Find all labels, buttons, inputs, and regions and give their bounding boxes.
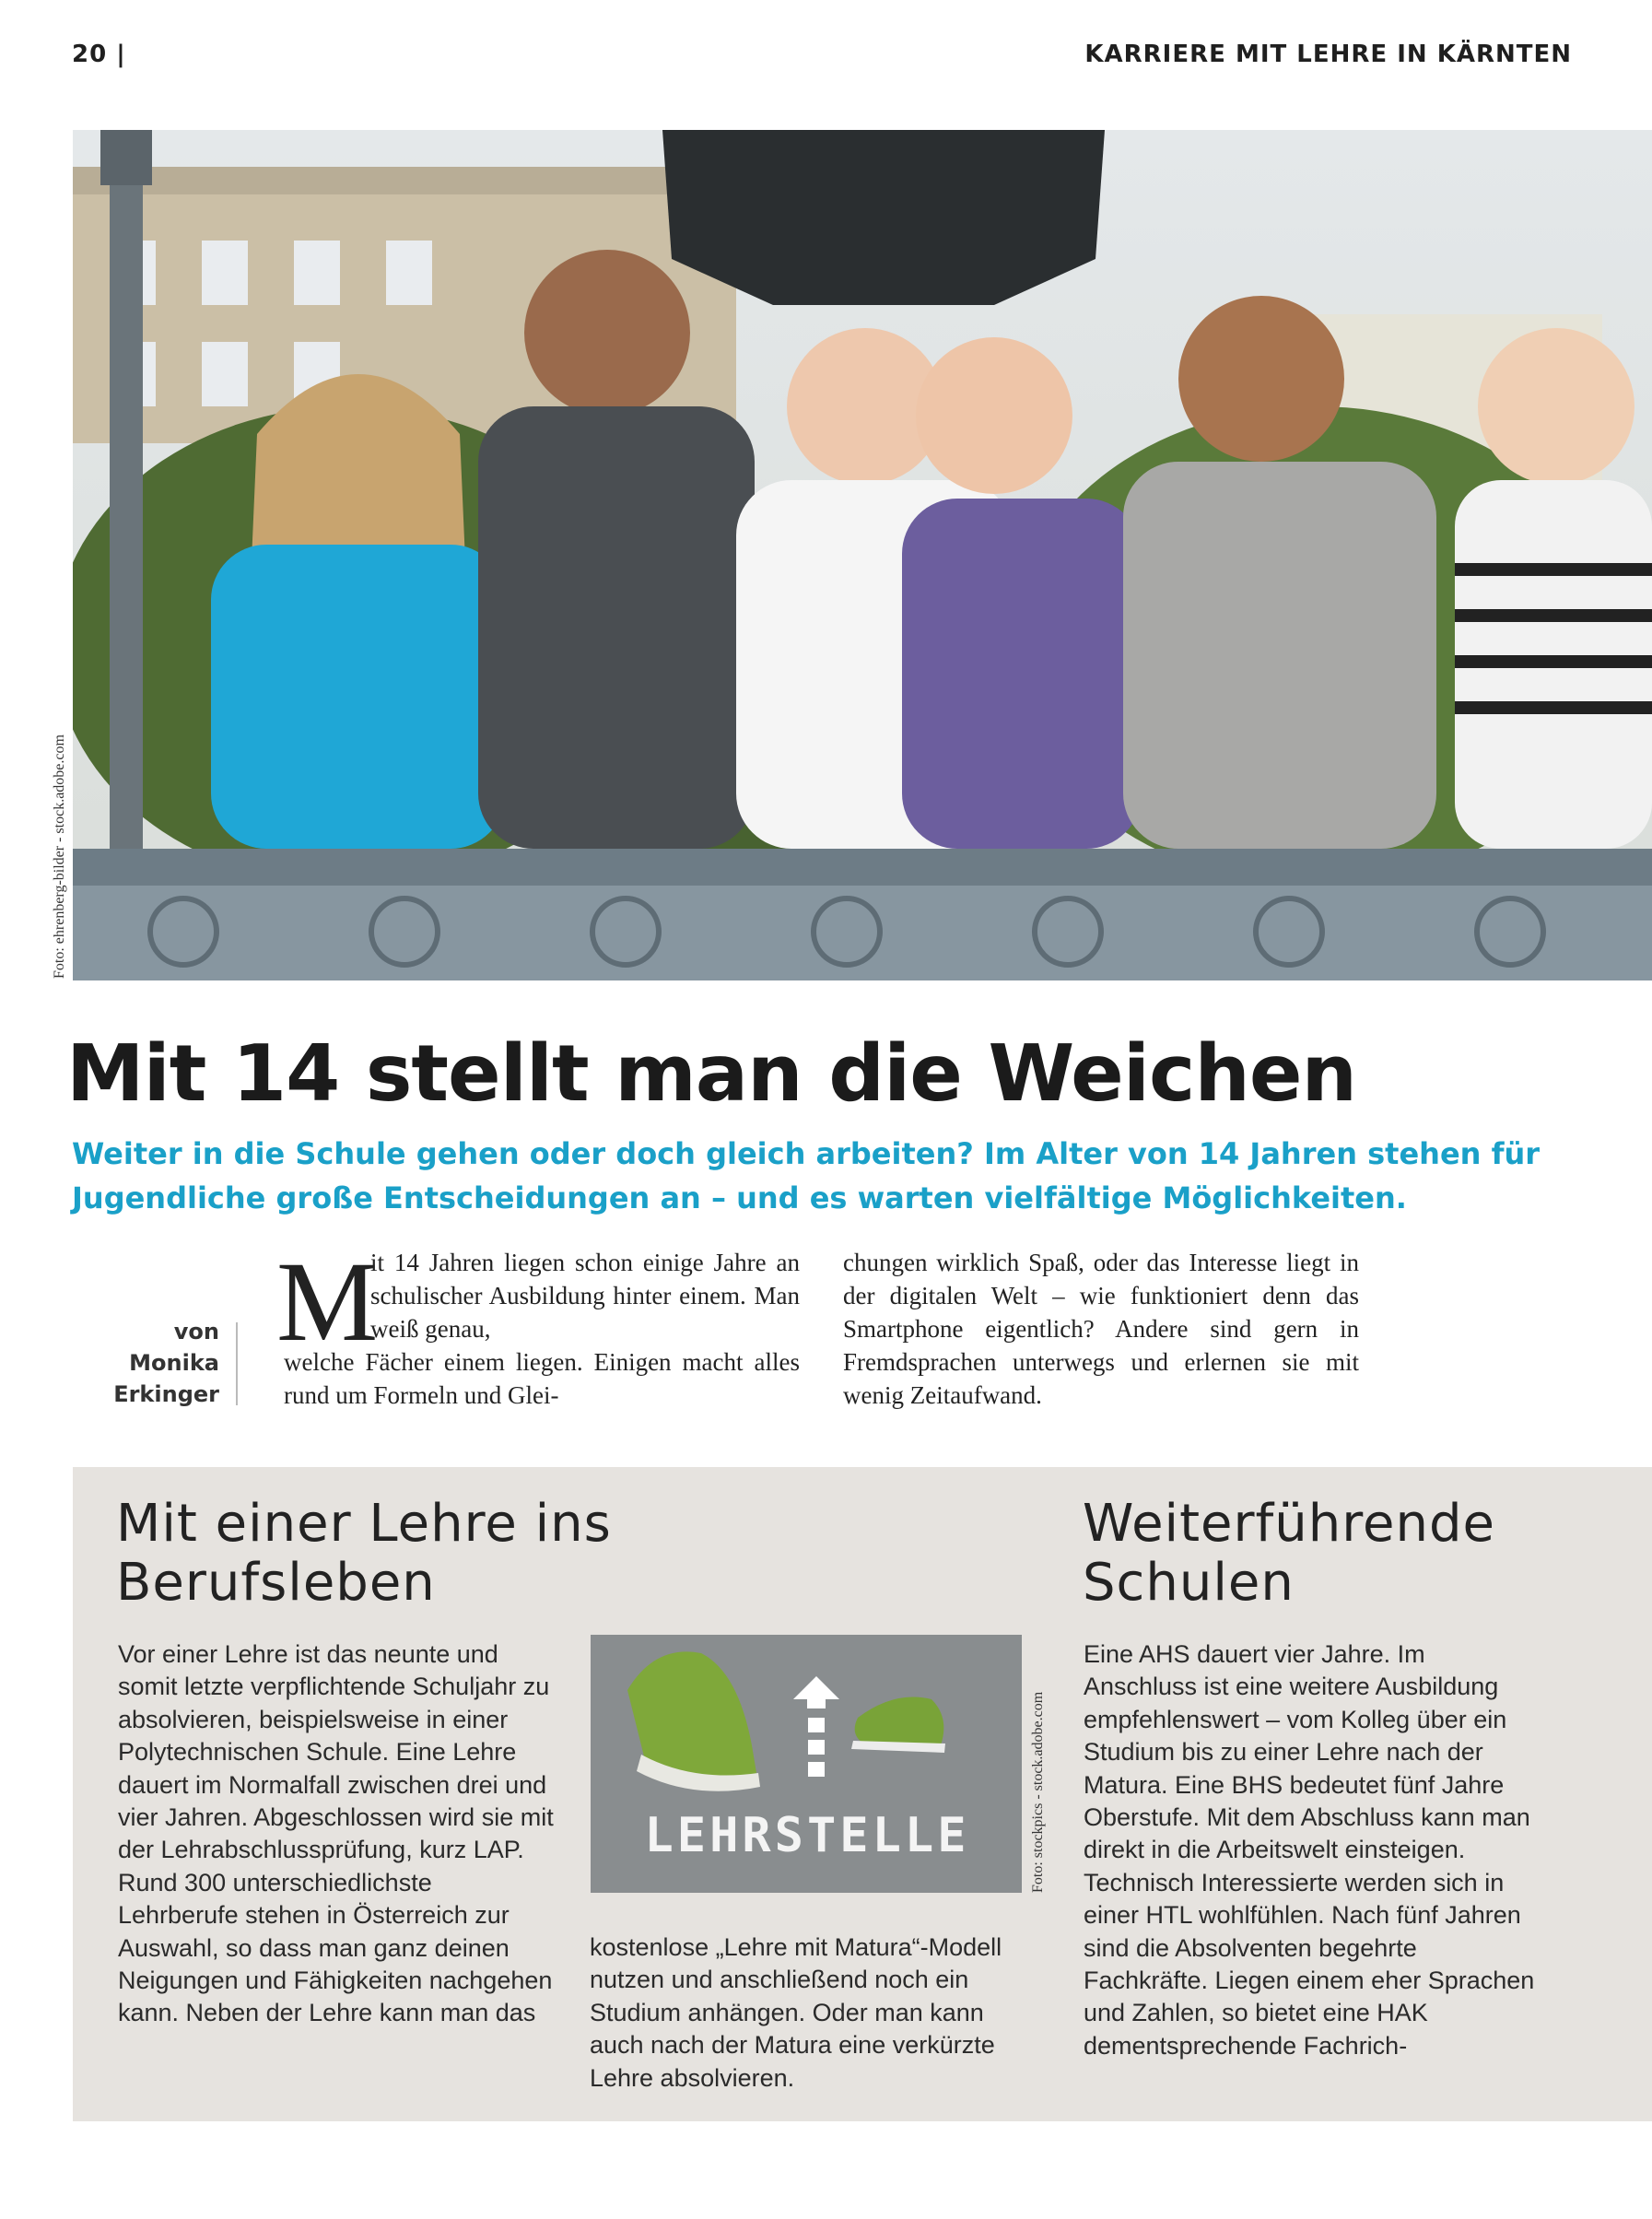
article-standfirst: Weiter in die Schule gehen oder doch gleich arbeiten? Im Alter von 14 Jahren stehen für Jugendliche große Entscheidungen an – und es warten vielfältige Möglichkeiten. xyxy=(72,1136,1541,1215)
box-heading-apprenticeship: Mit einer Lehre ins Berufsleben xyxy=(116,1494,612,1613)
hero-photo xyxy=(73,130,1652,980)
drop-cap: M xyxy=(276,1239,379,1365)
author-byline: von Monika Erkinger xyxy=(113,1319,219,1407)
lehrstelle-photo xyxy=(591,1635,1022,1893)
body-text-column-1: welche Fächer einem liegen. Einigen macht alles rund um Formeln und Glei- xyxy=(284,1348,800,1409)
lehrstelle-label: LEHRSTELLE xyxy=(644,1808,970,1863)
page-number: 20 | xyxy=(72,41,126,68)
body-text-column-1-intro: it 14 Jahren liegen schon einige Jahre an schulischer Ausbildung hinter einem. Man weiß genau, xyxy=(370,1249,800,1343)
hero-photo-credit: Foto: ehrenberg-bilder - stock.adobe.com xyxy=(52,734,67,979)
box-text-apprenticeship-continued: kostenlose „Lehre mit Matura“-Modell nutzen und anschließend noch ein Studium anhängen. Oder man kann auch nach der Matura eine verkürzte Lehre absolvieren. xyxy=(590,1933,1002,2092)
box-text-schools: Eine AHS dauert vier Jahre. Im Anschluss ist eine weitere Ausbildung empfehlenswert – vom Kolleg über ein Studium bis zu einer Lehre nach der Matura. Eine BHS bedeutet fünf Jahre Oberstufe. Mit dem Abschluss kann man direkt in die Arbeitswelt einsteigen. Technisch Interessierte werden sich in einer HTL wohlfühlen. Nach fünf Jahren sind die Absolventen begehrte Fachkräfte. Liegen einem eher Sprachen und Zahlen, so bietet eine HAK dementsprechende Fachrich- xyxy=(1084,1640,1535,2060)
box-text-apprenticeship: Vor einer Lehre ist das neunte und somit letzte verpflichtende Schuljahr zu absolvieren, beispielsweise in einer Polytechnischen Schule. Eine Lehre dauert im Normalfall zwischen drei und vier Jahren. Abgeschlossen wird sie mit der Lehrabschlussprüfung, kurz LAP. Rund 300 unterschiedlichste Lehrberufe stehen in Österreich zur Auswahl, so dass man ganz deinen Neigungen und Fähigkeiten nachgehen kann. Neben der Lehre kann man das xyxy=(118,1640,554,2027)
lehrstelle-photo-credit: Foto: stockpics - stock.adobe.com xyxy=(1030,1691,1046,1893)
running-title: KARRIERE MIT LEHRE IN KÄRNTEN xyxy=(1084,41,1572,68)
byline-divider xyxy=(236,1322,238,1405)
body-text-column-2: chungen wirklich Spaß, oder das Interesse liegt in der digitalen Welt – wie funktioniert denn das Smartphone eigentlich? Andere sind gern in Fremdsprachen unterwegs und erlernen sie mit wenig Zeitaufwand. xyxy=(843,1249,1359,1409)
box-heading-schools: Weiterführende Schulen xyxy=(1083,1494,1495,1613)
article-headline: Mit 14 stellt man die Weichen xyxy=(66,1028,1357,1120)
teenagers-photo-illustration xyxy=(73,130,1652,980)
